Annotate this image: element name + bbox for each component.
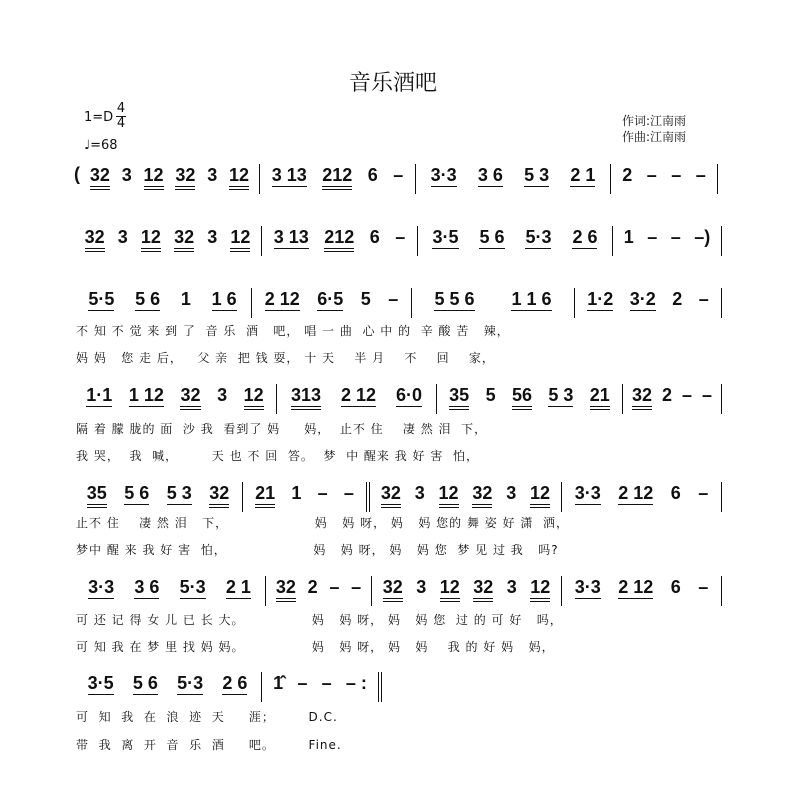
measure <box>418 226 613 256</box>
note-group: – <box>297 673 308 693</box>
lyric-line: 止不 住 凄 然 泪 下， 妈 妈 呀， 妈 妈 您的 舞 姿 好 潇 洒， <box>76 516 570 530</box>
measure <box>252 288 412 318</box>
note-group: 32 <box>90 164 110 190</box>
note-group: 2 6 <box>222 673 248 693</box>
note-group: 5 <box>360 289 371 309</box>
note-group: 212 <box>324 226 354 252</box>
note-group: 2 6 <box>572 227 598 247</box>
note-group: – <box>701 385 712 405</box>
measure <box>613 226 722 256</box>
note-group: 21 <box>590 384 610 410</box>
measure <box>416 164 611 194</box>
note-group: – : <box>345 673 367 693</box>
measure <box>262 226 418 256</box>
note-group: 2 12 <box>264 289 300 309</box>
note-group: 12 <box>530 576 550 602</box>
note-group: 6 <box>670 483 681 503</box>
note-group: 5 6 <box>479 227 505 247</box>
note-group: 5 6 <box>135 289 161 309</box>
note-group: 5 6 <box>124 483 150 503</box>
composer-credit: 作曲:江南雨 <box>622 130 687 144</box>
note-group: 12 <box>230 226 250 252</box>
key-signature: 1=D <box>84 110 114 125</box>
lyric-line: 带 我 离 开 音 乐 酒 吧。 Fine. <box>76 738 342 752</box>
note-group: 12 <box>530 482 550 508</box>
quarter-note-icon: ♩ <box>84 138 91 153</box>
note-group: 32 <box>383 576 403 602</box>
note-group: – <box>393 165 404 185</box>
note-group: 5 5 6 <box>434 289 475 309</box>
measure <box>266 576 372 606</box>
note-group: 3·5 <box>432 227 459 247</box>
staff-line <box>74 482 724 512</box>
note-group: 3·3 <box>430 165 457 185</box>
note-group: 3 6 <box>477 165 503 185</box>
note-group: 21 <box>255 482 275 508</box>
lyricist-credit: 作词:江南雨 <box>622 114 687 128</box>
note-group: 2 12 <box>618 483 654 503</box>
note-group: 32 <box>174 226 194 252</box>
note-group: 2 <box>622 165 633 185</box>
note-group: 1 1 6 <box>511 289 552 309</box>
note-group: 32 <box>175 164 195 190</box>
note-group: – <box>343 483 354 503</box>
note-group: 12 <box>244 384 264 410</box>
note-group: 3 <box>207 165 218 185</box>
measure <box>74 576 266 606</box>
measure <box>562 482 722 512</box>
measure <box>74 384 277 414</box>
note-group: 32 <box>85 226 105 252</box>
note-group: – <box>321 673 332 693</box>
note-group: 56 <box>512 384 532 410</box>
measure <box>370 482 562 512</box>
note-group: 2 <box>672 289 683 309</box>
note-group: 5·3 <box>525 227 552 247</box>
song-title: 音乐酒吧 <box>348 71 437 96</box>
lyric-line: 不 知 不 觉 来 到 了 音 乐 酒 吧， 唱 一 曲 心 中 的 辛 酸 苦 辣， <box>76 324 510 338</box>
note-group: 6 <box>367 165 378 185</box>
note-group: – <box>695 165 706 185</box>
note-group: 5 3 <box>548 385 574 405</box>
note-group: 3 <box>506 483 517 503</box>
note-group: 3 <box>207 227 218 247</box>
note-group: – <box>395 227 406 247</box>
note-group: – <box>698 289 709 309</box>
note-group: 6·0 <box>395 385 422 405</box>
note-group: 32 <box>472 482 492 508</box>
time-signature <box>116 102 126 131</box>
note-group: 3 <box>414 483 425 503</box>
note-group: 2 1 <box>570 165 596 185</box>
staff-line <box>74 576 724 606</box>
lyric-line: 妈 妈 您 走 后， 父 亲 把 钱 耍， 十 天 半 月 不 回 家， <box>76 351 495 365</box>
note-group: 12 <box>144 164 164 190</box>
staff-line <box>74 226 724 256</box>
lyric-line: 可 知 我 在 梦 里 找 妈 妈。 妈 妈 呀， 妈 妈 我 的 好 妈 妈， <box>76 640 555 654</box>
note-group: 3 <box>416 577 427 597</box>
note-group: 1·2 <box>587 289 614 309</box>
lyric-line: 可 知 我 在 浪 迹 天 涯； D.C. <box>76 710 338 724</box>
note-group: 5·3 <box>179 577 206 597</box>
note-group: 35 <box>87 482 107 508</box>
lyric-line: 梦中 醒 来 我 好 害 怕， 妈 妈 呀， 妈 妈 您 梦 见 过 我 吗? <box>76 543 559 557</box>
note-group: 1 6 <box>211 289 237 309</box>
note-group: 12 <box>439 482 459 508</box>
measure <box>575 288 722 318</box>
note-group: 6 <box>369 227 380 247</box>
time-signature-bottom: 4 <box>116 116 126 131</box>
note-group: 1 <box>291 483 302 503</box>
note-group: 2 <box>307 577 318 597</box>
note-group: 3 13 <box>271 165 307 185</box>
note-group: –) <box>694 227 711 247</box>
note-group: – <box>671 165 682 185</box>
tempo-marking <box>84 138 118 153</box>
measure <box>611 164 718 194</box>
note-group: 5 <box>485 385 496 405</box>
note-group: – <box>646 165 657 185</box>
note-group: 32 <box>632 384 652 410</box>
note-group: 12 <box>229 164 249 190</box>
measure <box>74 226 262 256</box>
measure <box>437 384 623 414</box>
note-group: 32 <box>381 482 401 508</box>
note-group: – <box>317 483 328 503</box>
note-group: 12 <box>440 576 460 602</box>
measure <box>74 672 262 702</box>
staff-line <box>74 288 724 318</box>
note-group: 6·5 <box>317 289 344 309</box>
note-group: 32 <box>209 482 229 508</box>
note-group: 5·5 <box>88 289 115 309</box>
note-group: 212 <box>322 164 352 190</box>
measure <box>372 576 562 606</box>
staff-line <box>74 672 724 702</box>
note-group: 1·1 <box>86 385 113 405</box>
lyric-line: 我 哭， 我 喊， 天 也 不 回 答。 梦 中 醒来 我 好 害 怕， <box>76 449 479 463</box>
note-group: 313 <box>291 384 321 410</box>
note-group: 32 <box>276 576 296 602</box>
note-group: 32 <box>473 576 493 602</box>
note-group: – <box>681 385 692 405</box>
note-group: 3 <box>506 577 517 597</box>
note-group: 1̂ <box>273 673 284 693</box>
staff-line <box>74 384 724 414</box>
time-signature-top: 4 <box>116 101 126 116</box>
note-group: 5 3 <box>166 483 192 503</box>
measure <box>243 482 370 512</box>
note-group: 3·3 <box>88 577 115 597</box>
note-group: – <box>388 289 399 309</box>
note-group: 5 6 <box>132 673 158 693</box>
note-group: – <box>329 577 340 597</box>
note-group: 12 <box>141 226 161 252</box>
note-group: – <box>647 227 658 247</box>
note-group: 1 12 <box>128 385 164 405</box>
note-group: 3 <box>121 165 132 185</box>
phrase-open-paren: ( <box>74 164 80 184</box>
note-group: 1 <box>623 227 634 247</box>
measure <box>74 288 252 318</box>
tempo-value: =68 <box>90 138 118 153</box>
note-group: 32 <box>180 384 200 410</box>
lyric-line: 隔 着 朦 胧的 面 沙 我 看到了 妈 妈， 止不 住 凄 然 泪 下， <box>76 422 488 436</box>
staff-line <box>74 164 724 194</box>
note-group: 3·5 <box>87 673 114 693</box>
measure <box>260 164 416 194</box>
note-group: – <box>698 483 709 503</box>
note-group: 6 <box>670 577 681 597</box>
note-group: 2 1 <box>225 577 251 597</box>
lyric-line: 可 还 记 得 女 儿 已 长 大。 妈 妈 呀， 妈 妈 您 过 的 可 好 吗， <box>76 613 563 627</box>
measure <box>277 384 437 414</box>
note-group: 5·3 <box>177 673 204 693</box>
measure <box>80 164 260 194</box>
measure <box>74 482 243 512</box>
note-group: – <box>351 577 362 597</box>
note-group: 35 <box>449 384 469 410</box>
note-group: 3 <box>217 385 228 405</box>
measure <box>262 672 382 702</box>
note-group: 2 <box>661 385 672 405</box>
note-group: 2 12 <box>340 385 377 405</box>
measure <box>623 384 722 414</box>
note-group: 3 <box>117 227 128 247</box>
note-group: – <box>670 227 681 247</box>
note-group: 1 <box>180 289 191 309</box>
note-group: 3·3 <box>574 483 601 503</box>
note-group: – <box>698 577 709 597</box>
note-group: 5 3 <box>524 165 550 185</box>
note-group: 3·3 <box>574 577 601 597</box>
note-group: 3 13 <box>273 227 309 247</box>
measure <box>412 288 575 318</box>
note-group: 3·2 <box>629 289 656 309</box>
note-group: 2 12 <box>618 577 654 597</box>
measure <box>562 576 722 606</box>
note-group: 3 6 <box>134 577 160 597</box>
